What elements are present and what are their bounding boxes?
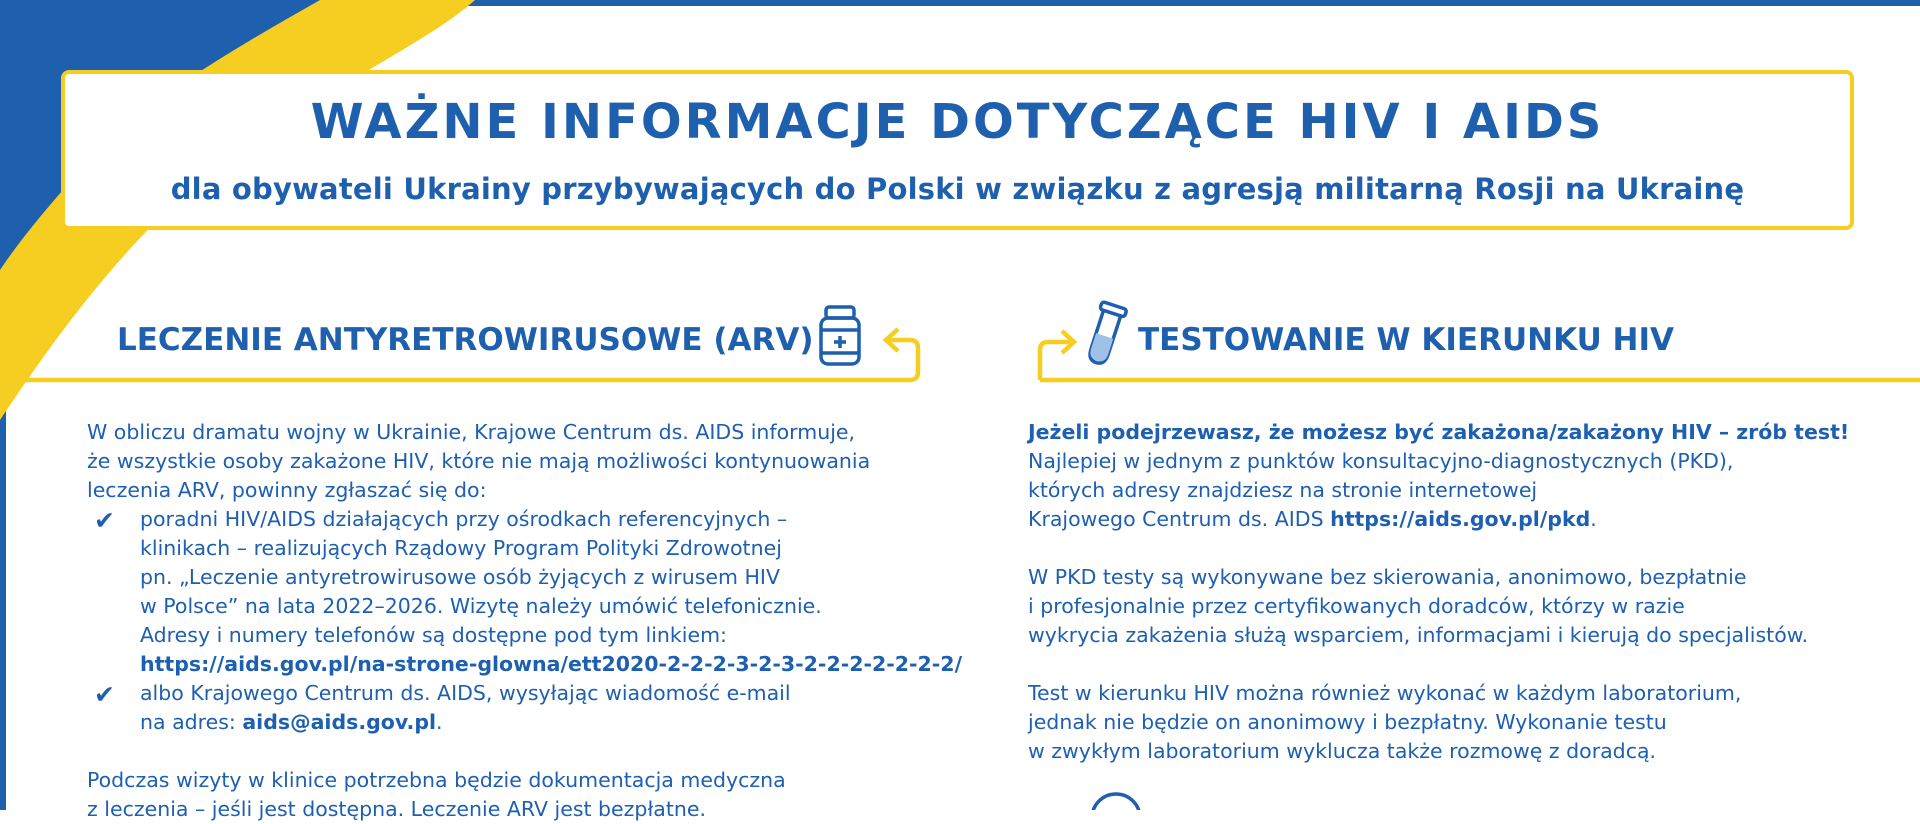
arv-intro-line-3: leczenia ARV, powinny zgłaszać się do: [87,478,487,502]
email-prefix: na adres: [140,710,243,734]
arv-footer-line-1: Podczas wizyty w klinice potrzebna będzie dokumentacja medyczna [87,768,786,792]
testing-p1-line-3 [1028,505,1908,534]
testing-p2-line-3: wykrycia zakażenia służą wsparciem, informacjami i kierują do specjalistów. [1028,623,1809,647]
email-suffix: . [436,710,443,734]
arv-section-heading: LECZENIE ANTYRETROWIRUSOWE (ARV) [117,322,814,358]
page-subtitle: dla obywateli Ukrainy przybywających do Polski w związku z agresją militarną Rosji na Ukrainę [170,172,1745,206]
arv-item1-line-1: poradni HIV/AIDS działających przy ośrodkach referencyjnych – [140,507,788,531]
testing-section-heading: TESTOWANIE W KIERUNKU HIV [1138,322,1675,358]
arv-item2-line-1: albo Krajowego Centrum ds. AIDS, wysyłając wiadomość e-mail [140,681,791,705]
arv-section-body [87,418,967,824]
arv-connector-line [0,300,940,390]
checkmark-icon: ✔ [94,506,115,535]
page-title: WAŻNE INFORMACJE DOTYCZĄCE HIV I AIDS [310,94,1605,150]
email-link[interactable]: aids@aids.gov.pl [242,710,437,734]
checkmark-icon: ✔ [94,680,115,709]
list-item [94,679,967,737]
testing-p2-line-1: W PKD testy są wykonywane bez skierowania, anonimowo, bezpłatnie [1028,565,1747,589]
arv-item2-line-2 [140,708,967,737]
testing-p2-line-2: i profesjonalnie przez certyfikowanych doradców, którzy w razie [1028,594,1685,618]
medicine-bottle-icon [817,305,863,367]
pkd-link-prefix: Krajowego Centrum ds. AIDS [1028,507,1331,531]
arv-item1-line-5: Adresy i numery telefonów są dostępne pod tym linkiem: [140,623,727,647]
arv-item1-line-2: klinikach – realizujących Rządowy Program Polityki Zdrowotnej [140,536,782,560]
header-banner [61,70,1854,230]
testing-p3-line-3: w zwykłym laboratorium wyklucza także rozmowę z doradcą. [1028,739,1657,763]
test-tube-icon [1080,300,1130,370]
pkd-link-suffix: . [1590,507,1597,531]
testing-p3-line-2: jednak nie będzie on anonimowy i bezpłatny. Wykonanie testu [1028,710,1667,734]
testing-p1-line-1: Najlepiej w jednym z punktów konsultacyjno-diagnostycznych (PKD), [1028,449,1734,473]
testing-p3-line-1: Test w kierunku HIV można również wykonać w każdym laboratorium, [1028,681,1742,705]
arv-footer-line-2: z leczenia – jeśli jest dostępna. Leczenie ARV jest bezpłatne. [87,797,706,821]
testing-section-body [1028,418,1908,766]
arv-intro-line-2: że wszystkie osoby zakażone HIV, które nie mają możliwości kontynuowania [87,449,871,473]
arv-item1-line-4: w Polsce” na lata 2022–2026. Wizytę należy umówić telefonicznie. [140,594,822,618]
arv-intro-line-1: W obliczu dramatu wojny w Ukrainie, Krajowe Centrum ds. AIDS informuje, [87,420,856,444]
testing-lead: Jeżeli podejrzewasz, że możesz być zakażona/zakażony HIV – zrób test! [1028,420,1850,444]
list-item [94,505,967,679]
testing-connector-line [1020,300,1920,390]
arv-options-list [87,505,967,737]
testing-p1-line-2: których adresy znajdziesz na stronie internetowej [1028,478,1538,502]
pkd-link[interactable]: https://aids.gov.pl/pkd [1330,507,1591,531]
arv-item1-line-3: pn. „Leczenie antyretrowirusowe osób żyjących z wirusem HIV [140,565,780,589]
clinics-link[interactable]: https://aids.gov.pl/na-strone-glowna/ett2020-2-2-2-3-2-3-2-2-2-2-2-2-2/ [140,652,963,676]
info-circle-icon [1088,790,1144,810]
